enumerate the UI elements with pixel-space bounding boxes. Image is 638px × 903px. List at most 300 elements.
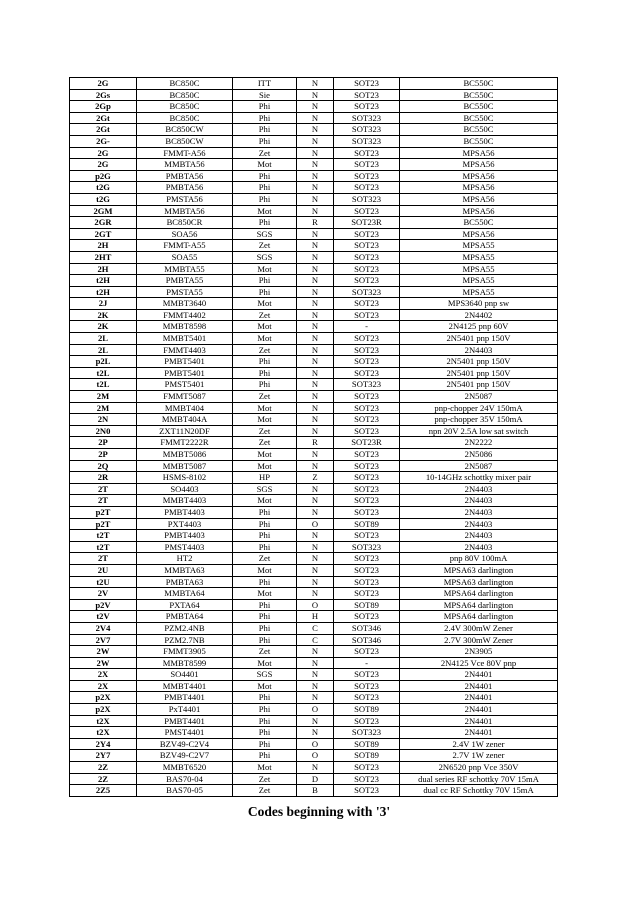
table-row — [70, 472, 558, 484]
device-cell: MMBT5087 — [137, 460, 233, 472]
equivalent-cell: 2N5087 — [400, 391, 558, 403]
table-row — [70, 564, 558, 576]
code-cell: 2Z — [70, 773, 137, 785]
package-cell: SOT323 — [334, 124, 400, 136]
table-row — [70, 460, 558, 472]
base-cell: N — [297, 124, 334, 136]
device-cell: PMBT4403 — [137, 530, 233, 542]
device-cell: BC850C — [137, 78, 233, 90]
manufacturer-cell: Zet — [233, 344, 297, 356]
package-cell: SOT323 — [334, 112, 400, 124]
manufacturer-cell: SGS — [233, 669, 297, 681]
base-cell: O — [297, 704, 334, 716]
table-row — [70, 135, 558, 147]
equivalent-cell: MPSA56 — [400, 147, 558, 159]
manufacturer-cell: Phi — [233, 622, 297, 634]
table-row — [70, 309, 558, 321]
table-row — [70, 738, 558, 750]
equivalent-cell: 2N4403 — [400, 344, 558, 356]
base-cell: N — [297, 391, 334, 403]
code-cell: 2L — [70, 333, 137, 345]
manufacturer-cell: Mot — [233, 402, 297, 414]
table-row — [70, 704, 558, 716]
equivalent-cell: 2N5087 — [400, 460, 558, 472]
code-cell: t2V — [70, 611, 137, 623]
device-cell: PZM2.7NB — [137, 634, 233, 646]
table-row — [70, 379, 558, 391]
equivalent-cell: 2N4403 — [400, 541, 558, 553]
equivalent-cell: MPSA55 — [400, 240, 558, 252]
device-cell: MMBTA56 — [137, 159, 233, 171]
device-cell: BAS70-05 — [137, 785, 233, 797]
device-cell: FMMT-A56 — [137, 147, 233, 159]
table-row — [70, 680, 558, 692]
code-cell: t2U — [70, 576, 137, 588]
device-cell: BC850C — [137, 112, 233, 124]
package-cell: SOT23 — [334, 506, 400, 518]
code-cell: p2T — [70, 518, 137, 530]
device-cell: HT2 — [137, 553, 233, 565]
device-cell: MMBT8599 — [137, 657, 233, 669]
manufacturer-cell: Phi — [233, 275, 297, 287]
base-cell: N — [297, 286, 334, 298]
code-cell: 2Z5 — [70, 785, 137, 797]
device-cell: PMBTA55 — [137, 275, 233, 287]
code-cell: t2G — [70, 182, 137, 194]
equivalent-cell: 2N4403 — [400, 506, 558, 518]
device-cell: FMMT3905 — [137, 646, 233, 658]
manufacturer-cell: Phi — [233, 599, 297, 611]
manufacturer-cell: Zet — [233, 425, 297, 437]
base-cell: N — [297, 263, 334, 275]
device-cell: FMMT-A55 — [137, 240, 233, 252]
base-cell: N — [297, 692, 334, 704]
base-cell: N — [297, 170, 334, 182]
package-cell: SOT23 — [334, 483, 400, 495]
code-cell: 2G — [70, 159, 137, 171]
device-cell: PxT4401 — [137, 704, 233, 716]
manufacturer-cell: Zet — [233, 391, 297, 403]
device-cell: MMBTA56 — [137, 205, 233, 217]
code-cell: 2T — [70, 553, 137, 565]
manufacturer-cell: Mot — [233, 414, 297, 426]
equivalent-cell: 2N4401 — [400, 727, 558, 739]
equivalent-cell: 2.7V 1W zener — [400, 750, 558, 762]
base-cell: N — [297, 495, 334, 507]
code-cell: t2T — [70, 541, 137, 553]
base-cell: N — [297, 680, 334, 692]
equivalent-cell: 2N4125 pnp 60V — [400, 321, 558, 333]
package-cell: SOT23 — [334, 356, 400, 368]
manufacturer-cell: ITT — [233, 78, 297, 90]
base-cell: N — [297, 588, 334, 600]
device-cell: PMBTA64 — [137, 611, 233, 623]
code-cell: p2V — [70, 599, 137, 611]
base-cell: N — [297, 344, 334, 356]
package-cell: SOT23 — [334, 228, 400, 240]
code-cell: 2GR — [70, 217, 137, 229]
manufacturer-cell: Zet — [233, 773, 297, 785]
equivalent-cell: 2N4125 Vce 80V pnp — [400, 657, 558, 669]
table-row — [70, 356, 558, 368]
device-cell: BC850CW — [137, 124, 233, 136]
table-row — [70, 622, 558, 634]
base-cell: D — [297, 773, 334, 785]
manufacturer-cell: Zet — [233, 437, 297, 449]
base-cell: N — [297, 483, 334, 495]
manufacturer-cell: Phi — [233, 124, 297, 136]
base-cell: N — [297, 333, 334, 345]
base-cell: N — [297, 89, 334, 101]
code-cell: 2GM — [70, 205, 137, 217]
package-cell: SOT23 — [334, 333, 400, 345]
device-cell: BZV49-C2V7 — [137, 750, 233, 762]
package-cell: SOT23 — [334, 240, 400, 252]
code-cell: 2M — [70, 402, 137, 414]
table-row — [70, 205, 558, 217]
code-cell: 2G — [70, 78, 137, 90]
base-cell: N — [297, 356, 334, 368]
table-row — [70, 170, 558, 182]
device-cell: PMBT5401 — [137, 367, 233, 379]
code-cell: t2T — [70, 530, 137, 542]
equivalent-cell: 2N4401 — [400, 680, 558, 692]
base-cell: N — [297, 576, 334, 588]
equivalent-cell: MPSA63 darlington — [400, 576, 558, 588]
table-row — [70, 286, 558, 298]
equivalent-cell: MPSA64 darlington — [400, 611, 558, 623]
equivalent-cell: MPSA56 — [400, 170, 558, 182]
smd-codes-table — [69, 77, 558, 797]
package-cell: SOT23R — [334, 437, 400, 449]
base-cell: N — [297, 425, 334, 437]
code-cell: t2X — [70, 727, 137, 739]
code-cell: t2L — [70, 379, 137, 391]
base-cell: N — [297, 727, 334, 739]
base-cell: N — [297, 112, 334, 124]
package-cell: SOT23 — [334, 344, 400, 356]
device-cell: PXTA64 — [137, 599, 233, 611]
device-cell: ZXT11N20DF — [137, 425, 233, 437]
code-cell: t2X — [70, 715, 137, 727]
table-row — [70, 518, 558, 530]
code-cell: 2U — [70, 564, 137, 576]
equivalent-cell: npn 20V 2.5A low sat switch — [400, 425, 558, 437]
table-row — [70, 298, 558, 310]
table-row — [70, 425, 558, 437]
device-cell: PMST4401 — [137, 727, 233, 739]
table-row — [70, 715, 558, 727]
package-cell: SOT323 — [334, 286, 400, 298]
manufacturer-cell: Zet — [233, 646, 297, 658]
package-cell: SOT23 — [334, 472, 400, 484]
manufacturer-cell: Phi — [233, 379, 297, 391]
manufacturer-cell: Phi — [233, 727, 297, 739]
table-row — [70, 263, 558, 275]
table-row — [70, 669, 558, 681]
table-body — [70, 78, 558, 797]
package-cell: SOT23 — [334, 402, 400, 414]
device-cell: PMBT4403 — [137, 506, 233, 518]
base-cell: N — [297, 159, 334, 171]
code-cell: p2G — [70, 170, 137, 182]
code-cell: t2L — [70, 367, 137, 379]
package-cell: SOT323 — [334, 135, 400, 147]
device-cell: PMST5401 — [137, 379, 233, 391]
base-cell: N — [297, 228, 334, 240]
equivalent-cell: BC550C — [400, 124, 558, 136]
device-cell: MMBTA64 — [137, 588, 233, 600]
table-row — [70, 217, 558, 229]
equivalent-cell: 2N4401 — [400, 692, 558, 704]
table-row — [70, 773, 558, 785]
equivalent-cell: MPSA55 — [400, 286, 558, 298]
equivalent-cell: MPSA55 — [400, 275, 558, 287]
device-cell: FMMT4403 — [137, 344, 233, 356]
base-cell: O — [297, 599, 334, 611]
device-cell: MMBT404A — [137, 414, 233, 426]
base-cell: N — [297, 414, 334, 426]
equivalent-cell: 2N3905 — [400, 646, 558, 658]
equivalent-cell: MPSA64 darlington — [400, 588, 558, 600]
table-row — [70, 634, 558, 646]
base-cell: H — [297, 611, 334, 623]
device-cell: BC850CW — [137, 135, 233, 147]
device-cell: FMMT4402 — [137, 309, 233, 321]
package-cell: SOT23 — [334, 251, 400, 263]
manufacturer-cell: Phi — [233, 356, 297, 368]
table-row — [70, 495, 558, 507]
code-cell: 2Z — [70, 762, 137, 774]
equivalent-cell: 2N6520 pnp Vce 350V — [400, 762, 558, 774]
manufacturer-cell: Mot — [233, 762, 297, 774]
manufacturer-cell: Mot — [233, 460, 297, 472]
device-cell: HSMS-8102 — [137, 472, 233, 484]
manufacturer-cell: Phi — [233, 367, 297, 379]
package-cell: SOT89 — [334, 738, 400, 750]
device-cell: SO4403 — [137, 483, 233, 495]
package-cell: SOT23 — [334, 495, 400, 507]
table-row — [70, 228, 558, 240]
code-cell: 2X — [70, 680, 137, 692]
equivalent-cell: 2N5401 pnp 150V — [400, 379, 558, 391]
table-row — [70, 240, 558, 252]
device-cell: MMBT8598 — [137, 321, 233, 333]
base-cell: N — [297, 379, 334, 391]
package-cell: SOT23 — [334, 773, 400, 785]
device-cell: BC850C — [137, 101, 233, 113]
manufacturer-cell: Mot — [233, 588, 297, 600]
manufacturer-cell: Zet — [233, 147, 297, 159]
device-cell: PMBT4401 — [137, 692, 233, 704]
device-cell: MMBT6520 — [137, 762, 233, 774]
base-cell: N — [297, 309, 334, 321]
table-row — [70, 506, 558, 518]
manufacturer-cell: Mot — [233, 449, 297, 461]
code-cell: 2Y4 — [70, 738, 137, 750]
table-row — [70, 414, 558, 426]
base-cell: C — [297, 622, 334, 634]
manufacturer-cell: Phi — [233, 182, 297, 194]
package-cell: SOT23 — [334, 205, 400, 217]
table-row — [70, 78, 558, 90]
package-cell: SOT23 — [334, 646, 400, 658]
manufacturer-cell: Phi — [233, 611, 297, 623]
table-row — [70, 89, 558, 101]
table-row — [70, 391, 558, 403]
package-cell: SOT23 — [334, 611, 400, 623]
base-cell: N — [297, 251, 334, 263]
equivalent-cell: 2N2222 — [400, 437, 558, 449]
device-cell: MMBT4401 — [137, 680, 233, 692]
manufacturer-cell: Phi — [233, 634, 297, 646]
manufacturer-cell: Zet — [233, 553, 297, 565]
base-cell: O — [297, 518, 334, 530]
device-cell: PMBT5401 — [137, 356, 233, 368]
package-cell: SOT23 — [334, 263, 400, 275]
device-cell: PMBTA63 — [137, 576, 233, 588]
equivalent-cell: MPSA56 — [400, 228, 558, 240]
code-cell: 2J — [70, 298, 137, 310]
package-cell: - — [334, 321, 400, 333]
package-cell: SOT23 — [334, 425, 400, 437]
table-row — [70, 402, 558, 414]
package-cell: SOT23 — [334, 564, 400, 576]
package-cell: SOT23 — [334, 692, 400, 704]
code-cell: 2GT — [70, 228, 137, 240]
equivalent-cell: 2N4403 — [400, 495, 558, 507]
equivalent-cell: MPS3640 pnp sw — [400, 298, 558, 310]
code-cell: 2Gp — [70, 101, 137, 113]
base-cell: N — [297, 646, 334, 658]
table-row — [70, 344, 558, 356]
equivalent-cell: MPSA55 — [400, 263, 558, 275]
code-cell: t2G — [70, 193, 137, 205]
manufacturer-cell: Phi — [233, 217, 297, 229]
equivalent-cell: BC550C — [400, 135, 558, 147]
manufacturer-cell: Phi — [233, 286, 297, 298]
device-cell: PXT4403 — [137, 518, 233, 530]
manufacturer-cell: Mot — [233, 159, 297, 171]
manufacturer-cell: Phi — [233, 541, 297, 553]
equivalent-cell: MPSA55 — [400, 251, 558, 263]
base-cell: O — [297, 750, 334, 762]
manufacturer-cell: Phi — [233, 135, 297, 147]
device-cell: PMBTA56 — [137, 182, 233, 194]
base-cell: N — [297, 541, 334, 553]
manufacturer-cell: Phi — [233, 715, 297, 727]
package-cell: SOT23 — [334, 460, 400, 472]
code-cell: t2H — [70, 286, 137, 298]
manufacturer-cell: Phi — [233, 530, 297, 542]
code-cell: t2H — [70, 275, 137, 287]
device-cell: MMBT3640 — [137, 298, 233, 310]
code-cell: 2T — [70, 495, 137, 507]
base-cell: N — [297, 275, 334, 287]
table-row — [70, 193, 558, 205]
base-cell: N — [297, 530, 334, 542]
equivalent-cell: MPSA56 — [400, 182, 558, 194]
base-cell: N — [297, 182, 334, 194]
code-cell: 2G- — [70, 135, 137, 147]
package-cell: SOT23 — [334, 715, 400, 727]
package-cell: SOT323 — [334, 541, 400, 553]
manufacturer-cell: Mot — [233, 263, 297, 275]
equivalent-cell: 2N4403 — [400, 518, 558, 530]
table-row — [70, 124, 558, 136]
table-row — [70, 437, 558, 449]
equivalent-cell: 2.4V 1W zener — [400, 738, 558, 750]
section-heading: Codes beginning with '3' — [247, 804, 391, 819]
equivalent-cell: 2N5086 — [400, 449, 558, 461]
table-row — [70, 646, 558, 658]
code-cell: 2T — [70, 483, 137, 495]
manufacturer-cell: Zet — [233, 309, 297, 321]
table-row — [70, 333, 558, 345]
equivalent-cell: 2N4401 — [400, 704, 558, 716]
equivalent-cell: pnp-chopper 35V 150mA — [400, 414, 558, 426]
code-cell: 2N — [70, 414, 137, 426]
table-row — [70, 483, 558, 495]
equivalent-cell: BC550C — [400, 112, 558, 124]
base-cell: N — [297, 402, 334, 414]
code-cell: 2Q — [70, 460, 137, 472]
device-cell: MMBT5401 — [137, 333, 233, 345]
code-cell: 2W — [70, 657, 137, 669]
base-cell: N — [297, 553, 334, 565]
code-cell: p2X — [70, 692, 137, 704]
code-cell: 2Gt — [70, 124, 137, 136]
base-cell: N — [297, 135, 334, 147]
manufacturer-cell: Phi — [233, 101, 297, 113]
manufacturer-cell: Mot — [233, 333, 297, 345]
package-cell: SOT23 — [334, 101, 400, 113]
base-cell: N — [297, 101, 334, 113]
package-cell: SOT23 — [334, 530, 400, 542]
manufacturer-cell: Phi — [233, 112, 297, 124]
package-cell: SOT89 — [334, 518, 400, 530]
base-cell: Z — [297, 472, 334, 484]
code-cell: 2V — [70, 588, 137, 600]
package-cell: SOT23 — [334, 298, 400, 310]
equivalent-cell: MPSA56 — [400, 159, 558, 171]
manufacturer-cell: Mot — [233, 564, 297, 576]
code-cell: 2X — [70, 669, 137, 681]
table-row — [70, 588, 558, 600]
manufacturer-cell: SGS — [233, 483, 297, 495]
equivalent-cell: 2N4402 — [400, 309, 558, 321]
device-cell: MMBT5086 — [137, 449, 233, 461]
package-cell: SOT323 — [334, 379, 400, 391]
manufacturer-cell: Mot — [233, 298, 297, 310]
code-cell: 2K — [70, 309, 137, 321]
device-cell: SO4401 — [137, 669, 233, 681]
code-cell: 2HT — [70, 251, 137, 263]
code-cell: 2L — [70, 344, 137, 356]
manufacturer-cell: Phi — [233, 704, 297, 716]
base-cell: N — [297, 367, 334, 379]
code-cell: p2X — [70, 704, 137, 716]
code-cell: 2H — [70, 240, 137, 252]
device-cell: PMBT4401 — [137, 715, 233, 727]
equivalent-cell: BC550C — [400, 89, 558, 101]
equivalent-cell: 2N4403 — [400, 483, 558, 495]
base-cell: N — [297, 715, 334, 727]
table-row — [70, 785, 558, 797]
equivalent-cell: MPSA56 — [400, 205, 558, 217]
device-cell: BZV49-C2V4 — [137, 738, 233, 750]
package-cell: SOT23 — [334, 391, 400, 403]
